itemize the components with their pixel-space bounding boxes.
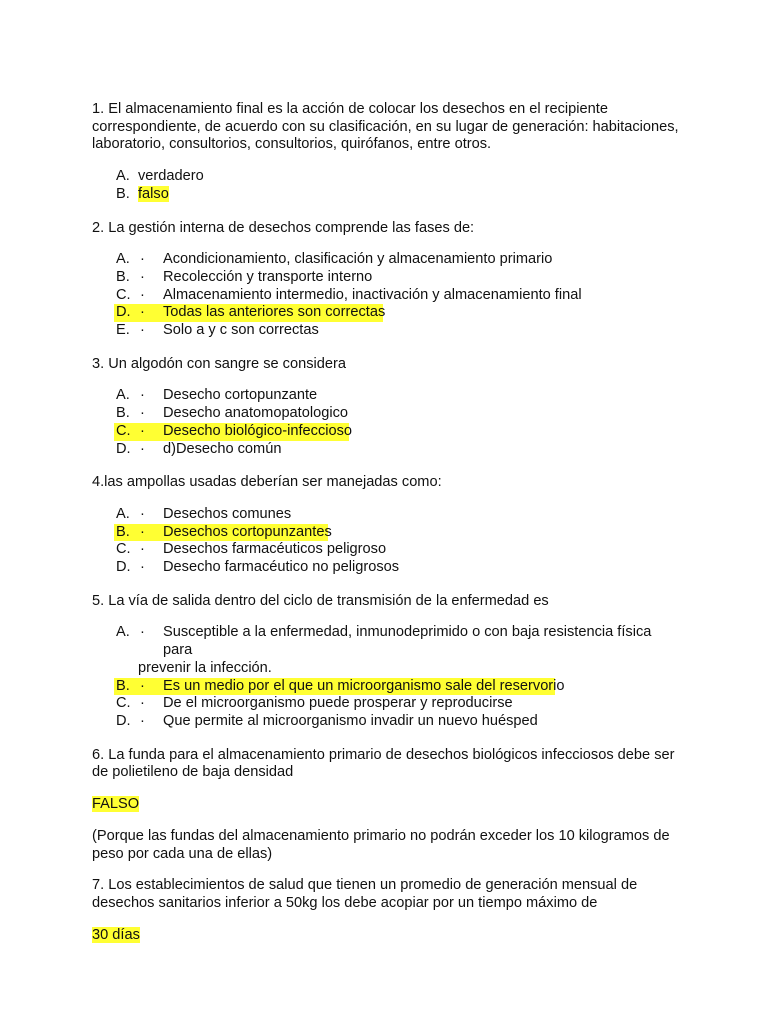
question-3-options	[92, 387, 682, 458]
option-3a: A. · Desecho cortopunzante	[116, 387, 318, 404]
option-5a: A. · Susceptible a la enfermedad, inmunodeprimido o con baja resistencia física para prevenir la infección.	[116, 624, 652, 676]
option-5c: C. · De el microorganismo puede prosperar y reproducirse	[116, 695, 513, 712]
question-1: 1. El almacenamiento final es la acción de colocar los desechos en el recipiente correspondiente, de acuerdo con su clasificación, en su lugar de generación: habitaciones, laboratorio, consultorios, consultorios, quirófanos, entre otros.	[92, 101, 679, 153]
question-2-options	[92, 251, 682, 340]
option-3b: B. · Desecho anatomopatologico	[116, 405, 348, 422]
answer-7: 30 días	[92, 926, 140, 943]
option-1a: A. verdadero	[116, 168, 204, 185]
answer-6: FALSO	[92, 796, 140, 813]
option-5b: B. · Es un medio por el que un microorganismo sale del reservorio	[92, 678, 682, 696]
option-2c: C. · Almacenamiento intermedio, inactivación y almacenamiento final	[116, 286, 582, 303]
option-4a: A. · Desechos comunes	[116, 505, 292, 522]
question-5-options	[92, 624, 682, 730]
option-5d: D. · Que permite al microorganismo invadir un nuevo huésped	[116, 712, 538, 729]
document-page	[92, 101, 682, 958]
option-2d: D. · Todas las anteriores son correctas	[92, 304, 682, 322]
question-4-options	[92, 506, 682, 577]
option-2e: E. · Solo a y c son correctas	[116, 322, 319, 339]
question-4: 4.las ampollas usadas deberían ser manejadas como:	[92, 474, 442, 491]
option-2a: A. · Acondicionamiento, clasificación y almacenamiento primario	[116, 251, 553, 268]
question-2: 2. La gestión interna de desechos comprende las fases de:	[92, 219, 475, 236]
option-2b: B. · Recolección y transporte interno	[116, 268, 373, 285]
option-4d: D. · Desecho farmacéutico no peligrosos	[116, 559, 400, 576]
option-3c: C. · Desecho biológico-infeccioso	[92, 423, 682, 441]
option-4b: B. · Desechos cortopunzantes	[92, 524, 682, 542]
question-7: 7. Los establecimientos de salud que tienen un promedio de generación mensual de desechos sanitarios inferior a 50kg los debe acopiar por un tiempo máximo de	[92, 877, 638, 911]
question-5: 5. La vía de salida dentro del ciclo de transmisión de la enfermedad es	[92, 592, 549, 609]
question-3: 3. Un algodón con sangre se considera	[92, 355, 346, 372]
option-4c: C. · Desechos farmacéuticos peligroso	[116, 541, 387, 558]
option-3d: D. · d)Desecho común	[116, 440, 282, 457]
question-6: 6. La funda para el almacenamiento primario de desechos biológicos infecciosos debe ser de polietileno de baja densidad	[92, 746, 675, 781]
question-1-options	[92, 168, 682, 203]
explanation-6: (Porque las fundas del almacenamiento primario no podrán exceder los 10 kilogramos de peso por cada una de ellas)	[92, 827, 670, 862]
option-1b: B. falso	[116, 185, 169, 202]
